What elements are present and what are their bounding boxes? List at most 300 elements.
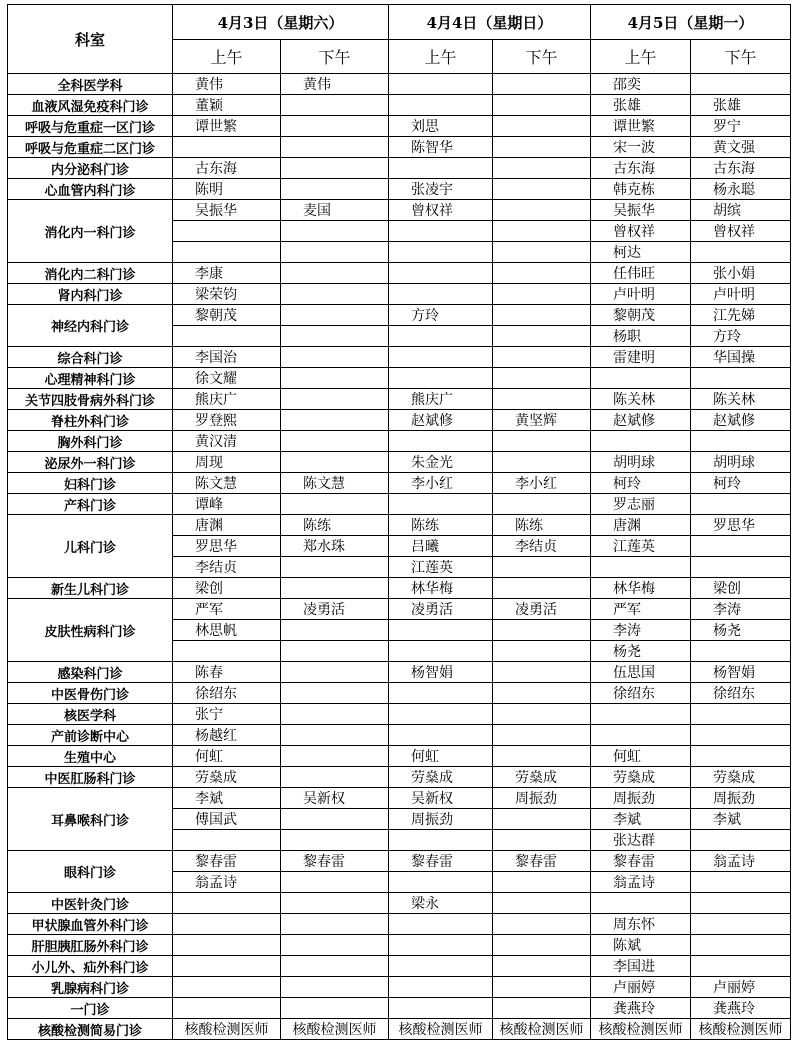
- doctor-cell: 李结贞: [493, 536, 591, 557]
- doctor-cell: 劳燊成: [493, 767, 591, 788]
- doctor-cell: [389, 830, 493, 851]
- department-name: 中医骨伤门诊: [8, 683, 173, 704]
- table-row: [8, 179, 791, 200]
- doctor-cell: [281, 494, 389, 515]
- table-row: [8, 494, 791, 515]
- doctor-cell: 罗宁: [691, 116, 791, 137]
- doctor-cell: 罗志丽: [591, 494, 691, 515]
- doctor-cell: [281, 347, 389, 368]
- table-row: [8, 137, 791, 158]
- doctor-cell: 梁永: [389, 893, 493, 914]
- doctor-cell: 核酸检测医师: [591, 1019, 691, 1040]
- table-row: [8, 263, 791, 284]
- doctor-cell: [493, 116, 591, 137]
- doctor-cell: 伍思国: [591, 662, 691, 683]
- doctor-cell: [389, 263, 493, 284]
- doctor-cell: [389, 998, 493, 1019]
- doctor-cell: 严军: [173, 599, 281, 620]
- doctor-cell: [281, 704, 389, 725]
- doctor-cell: 韩克栋: [591, 179, 691, 200]
- doctor-cell: 李国治: [173, 347, 281, 368]
- doctor-cell: [281, 767, 389, 788]
- doctor-cell: 董颖: [173, 95, 281, 116]
- doctor-cell: [281, 221, 389, 242]
- doctor-cell: 陈练: [493, 515, 591, 536]
- department-name: 小儿外、疝外科门诊: [8, 956, 173, 977]
- doctor-cell: [173, 893, 281, 914]
- doctor-cell: 江先娣: [691, 305, 791, 326]
- department-name: 泌尿外一科门诊: [8, 452, 173, 473]
- doctor-cell: [493, 95, 591, 116]
- doctor-cell: 李小红: [389, 473, 493, 494]
- doctor-cell: 罗思华: [173, 536, 281, 557]
- doctor-cell: [281, 872, 389, 893]
- doctor-cell: 黎春雷: [281, 851, 389, 872]
- doctor-cell: 徐绍东: [173, 683, 281, 704]
- doctor-cell: 李斌: [591, 809, 691, 830]
- doctor-cell: [281, 95, 389, 116]
- doctor-cell: [493, 578, 591, 599]
- doctor-cell: 唐渊: [591, 515, 691, 536]
- doctor-cell: [389, 641, 493, 662]
- doctor-cell: 林华梅: [389, 578, 493, 599]
- doctor-cell: [691, 431, 791, 452]
- table-row: [8, 599, 791, 620]
- doctor-cell: 核酸检测医师: [691, 1019, 791, 1040]
- doctor-cell: [493, 872, 591, 893]
- doctor-cell: [281, 914, 389, 935]
- doctor-cell: [173, 137, 281, 158]
- doctor-cell: [281, 830, 389, 851]
- doctor-cell: [173, 998, 281, 1019]
- doctor-cell: 古东海: [691, 158, 791, 179]
- doctor-cell: [493, 830, 591, 851]
- doctor-cell: 张雄: [591, 95, 691, 116]
- department-name: 儿科门诊: [8, 515, 173, 578]
- doctor-cell: [389, 956, 493, 977]
- department-name: 肝胆胰肛肠外科门诊: [8, 935, 173, 956]
- doctor-cell: [389, 620, 493, 641]
- doctor-cell: [691, 893, 791, 914]
- doctor-cell: 林华梅: [591, 578, 691, 599]
- schedule-header: [8, 5, 791, 74]
- doctor-cell: [493, 977, 591, 998]
- doctor-cell: [389, 977, 493, 998]
- doctor-cell: 吴新权: [389, 788, 493, 809]
- doctor-cell: 梁荣钧: [173, 284, 281, 305]
- department-name: 胸外科门诊: [8, 431, 173, 452]
- doctor-cell: [389, 284, 493, 305]
- doctor-cell: [493, 452, 591, 473]
- doctor-cell: 劳燊成: [591, 767, 691, 788]
- department-name: 产前诊断中心: [8, 725, 173, 746]
- doctor-cell: [493, 74, 591, 95]
- doctor-cell: [281, 662, 389, 683]
- doctor-cell: 梁创: [173, 578, 281, 599]
- doctor-cell: [493, 641, 591, 662]
- doctor-cell: 周振劲: [691, 788, 791, 809]
- doctor-cell: 翁孟诗: [591, 872, 691, 893]
- doctor-cell: 胡明球: [691, 452, 791, 473]
- doctor-cell: 卢叶明: [591, 284, 691, 305]
- doctor-cell: 江莲英: [591, 536, 691, 557]
- doctor-cell: [281, 263, 389, 284]
- doctor-cell: 陈练: [389, 515, 493, 536]
- department-name: 皮肤性病科门诊: [8, 599, 173, 662]
- doctor-cell: [389, 704, 493, 725]
- table-row: [8, 200, 791, 221]
- department-name: 消化内二科门诊: [8, 263, 173, 284]
- day-header: 4月5日（星期一）: [591, 5, 791, 40]
- department-name: 呼吸与危重症二区门诊: [8, 137, 173, 158]
- department-name: 耳鼻喉科门诊: [8, 788, 173, 851]
- doctor-cell: [281, 137, 389, 158]
- doctor-cell: 黄文强: [691, 137, 791, 158]
- doctor-cell: [173, 914, 281, 935]
- doctor-cell: [281, 809, 389, 830]
- department-name: 感染科门诊: [8, 662, 173, 683]
- doctor-cell: 周振劲: [493, 788, 591, 809]
- doctor-cell: 何虹: [389, 746, 493, 767]
- doctor-cell: 张小娟: [691, 263, 791, 284]
- doctor-cell: 曾权祥: [691, 221, 791, 242]
- table-row: [8, 431, 791, 452]
- doctor-cell: 周东怀: [591, 914, 691, 935]
- doctor-cell: [389, 935, 493, 956]
- doctor-cell: [173, 977, 281, 998]
- doctor-cell: [493, 431, 591, 452]
- doctor-cell: [389, 683, 493, 704]
- doctor-cell: 黄坚辉: [493, 410, 591, 431]
- doctor-cell: 李结贞: [173, 557, 281, 578]
- doctor-cell: 谭世繁: [591, 116, 691, 137]
- day-header: 4月4日（星期日）: [389, 5, 591, 40]
- doctor-cell: 吴振华: [173, 200, 281, 221]
- doctor-cell: 核酸检测医师: [173, 1019, 281, 1040]
- doctor-cell: [493, 158, 591, 179]
- doctor-cell: [281, 410, 389, 431]
- doctor-cell: 李康: [173, 263, 281, 284]
- doctor-cell: 徐绍东: [691, 683, 791, 704]
- doctor-cell: 柯玲: [691, 473, 791, 494]
- table-row: [8, 347, 791, 368]
- doctor-cell: 周现: [173, 452, 281, 473]
- doctor-cell: 陈明: [173, 179, 281, 200]
- doctor-cell: [173, 935, 281, 956]
- doctor-cell: [691, 536, 791, 557]
- doctor-cell: 麦国: [281, 200, 389, 221]
- doctor-cell: 杨永聪: [691, 179, 791, 200]
- doctor-cell: 杨智娟: [389, 662, 493, 683]
- doctor-cell: 任伟旺: [591, 263, 691, 284]
- doctor-cell: 凌勇活: [389, 599, 493, 620]
- doctor-cell: 陈文慧: [173, 473, 281, 494]
- doctor-cell: [691, 641, 791, 662]
- doctor-cell: [281, 641, 389, 662]
- doctor-cell: [389, 95, 493, 116]
- table-row: [8, 452, 791, 473]
- table-row: [8, 977, 791, 998]
- doctor-cell: [173, 641, 281, 662]
- table-row: [8, 284, 791, 305]
- doctor-cell: 何虹: [591, 746, 691, 767]
- doctor-cell: [591, 704, 691, 725]
- table-row: [8, 725, 791, 746]
- doctor-cell: 周振劲: [591, 788, 691, 809]
- doctor-cell: 翁孟诗: [173, 872, 281, 893]
- doctor-cell: 谭峰: [173, 494, 281, 515]
- table-row: [8, 389, 791, 410]
- doctor-cell: [591, 893, 691, 914]
- department-name: 内分泌科门诊: [8, 158, 173, 179]
- doctor-cell: 黄伟: [173, 74, 281, 95]
- doctor-cell: 胡缤: [691, 200, 791, 221]
- doctor-cell: [691, 956, 791, 977]
- doctor-cell: 李国进: [591, 956, 691, 977]
- table-row: [8, 578, 791, 599]
- doctor-cell: 李小红: [493, 473, 591, 494]
- table-row: [8, 767, 791, 788]
- doctor-cell: [591, 368, 691, 389]
- doctor-cell: [691, 368, 791, 389]
- doctor-cell: 黎春雷: [389, 851, 493, 872]
- doctor-cell: 林思帆: [173, 620, 281, 641]
- doctor-cell: [691, 914, 791, 935]
- table-row: [8, 158, 791, 179]
- table-row: [8, 116, 791, 137]
- schedule-table: [7, 4, 791, 1040]
- doctor-cell: 李涛: [691, 599, 791, 620]
- doctor-cell: 黎春雷: [173, 851, 281, 872]
- doctor-cell: 柯玲: [591, 473, 691, 494]
- doctor-cell: 劳燊成: [389, 767, 493, 788]
- doctor-cell: 翁孟诗: [691, 851, 791, 872]
- doctor-cell: 杨智娟: [691, 662, 791, 683]
- doctor-cell: 凌勇活: [281, 599, 389, 620]
- table-row: [8, 95, 791, 116]
- doctor-cell: [281, 179, 389, 200]
- doctor-cell: [493, 494, 591, 515]
- table-row: [8, 998, 791, 1019]
- doctor-cell: 陈关林: [691, 389, 791, 410]
- department-name: 一门诊: [8, 998, 173, 1019]
- doctor-cell: [493, 389, 591, 410]
- doctor-cell: 黄汉清: [173, 431, 281, 452]
- doctor-cell: [281, 620, 389, 641]
- doctor-cell: 刘思: [389, 116, 493, 137]
- doctor-cell: [281, 998, 389, 1019]
- doctor-cell: [493, 347, 591, 368]
- table-row: [8, 74, 791, 95]
- doctor-cell: [389, 326, 493, 347]
- department-name: 生殖中心: [8, 746, 173, 767]
- doctor-cell: 郑水珠: [281, 536, 389, 557]
- department-name: 综合科门诊: [8, 347, 173, 368]
- doctor-cell: 卢丽婷: [691, 977, 791, 998]
- table-row: [8, 956, 791, 977]
- doctor-cell: 杨越红: [173, 725, 281, 746]
- doctor-cell: 曾权祥: [389, 200, 493, 221]
- doctor-cell: 吕曦: [389, 536, 493, 557]
- doctor-cell: [281, 956, 389, 977]
- doctor-cell: [493, 368, 591, 389]
- doctor-cell: [173, 326, 281, 347]
- table-row: [8, 410, 791, 431]
- department-name: 产科门诊: [8, 494, 173, 515]
- doctor-cell: 李斌: [691, 809, 791, 830]
- doctor-cell: 罗登熙: [173, 410, 281, 431]
- department-name: 肾内科门诊: [8, 284, 173, 305]
- department-name: 神经内科门诊: [8, 305, 173, 347]
- doctor-cell: 劳燊成: [691, 767, 791, 788]
- doctor-cell: [691, 704, 791, 725]
- doctor-cell: [691, 242, 791, 263]
- half-day-header: 上午: [389, 40, 493, 74]
- doctor-cell: [389, 221, 493, 242]
- doctor-cell: 卢丽婷: [591, 977, 691, 998]
- half-day-header: 下午: [691, 40, 791, 74]
- doctor-cell: [493, 998, 591, 1019]
- doctor-cell: 方玲: [691, 326, 791, 347]
- doctor-cell: [281, 578, 389, 599]
- doctor-cell: [493, 221, 591, 242]
- doctor-cell: [389, 242, 493, 263]
- doctor-cell: [281, 326, 389, 347]
- doctor-cell: 核酸检测医师: [493, 1019, 591, 1040]
- table-row: [8, 746, 791, 767]
- doctor-cell: [493, 557, 591, 578]
- doctor-cell: [493, 725, 591, 746]
- doctor-cell: [493, 956, 591, 977]
- doctor-cell: 李涛: [591, 620, 691, 641]
- table-row: [8, 788, 791, 809]
- department-name: 眼科门诊: [8, 851, 173, 893]
- department-name: 甲状腺血管外科门诊: [8, 914, 173, 935]
- doctor-cell: [281, 935, 389, 956]
- doctor-cell: 黎朝茂: [591, 305, 691, 326]
- doctor-cell: 黎春雷: [493, 851, 591, 872]
- doctor-cell: 傅国武: [173, 809, 281, 830]
- doctor-cell: [389, 431, 493, 452]
- doctor-cell: 宋一波: [591, 137, 691, 158]
- doctor-cell: [389, 347, 493, 368]
- doctor-cell: 陈关林: [591, 389, 691, 410]
- table-row: [8, 305, 791, 326]
- table-row: [8, 914, 791, 935]
- doctor-cell: 陈春: [173, 662, 281, 683]
- half-day-header: 下午: [493, 40, 591, 74]
- doctor-cell: 张凌宇: [389, 179, 493, 200]
- doctor-cell: 朱金光: [389, 452, 493, 473]
- dept-column-header: 科室: [8, 5, 173, 74]
- doctor-cell: 严军: [591, 599, 691, 620]
- doctor-cell: [281, 893, 389, 914]
- table-row: [8, 1019, 791, 1040]
- doctor-cell: [493, 893, 591, 914]
- doctor-cell: [691, 725, 791, 746]
- table-row: [8, 893, 791, 914]
- doctor-cell: 方玲: [389, 305, 493, 326]
- table-row: [8, 368, 791, 389]
- doctor-cell: 华国操: [691, 347, 791, 368]
- doctor-cell: [691, 557, 791, 578]
- doctor-cell: [493, 263, 591, 284]
- doctor-cell: [493, 683, 591, 704]
- doctor-cell: 劳燊成: [173, 767, 281, 788]
- doctor-cell: 张雄: [691, 95, 791, 116]
- doctor-cell: [493, 662, 591, 683]
- doctor-cell: 邵奕: [591, 74, 691, 95]
- doctor-cell: [389, 494, 493, 515]
- doctor-cell: 杨尧: [691, 620, 791, 641]
- doctor-cell: [281, 242, 389, 263]
- doctor-cell: [493, 914, 591, 935]
- doctor-cell: [591, 557, 691, 578]
- doctor-cell: 唐渊: [173, 515, 281, 536]
- doctor-cell: [281, 284, 389, 305]
- doctor-cell: 徐绍东: [591, 683, 691, 704]
- doctor-cell: [173, 956, 281, 977]
- department-name: 中医针灸门诊: [8, 893, 173, 914]
- doctor-cell: [493, 620, 591, 641]
- doctor-cell: 熊庆广: [389, 389, 493, 410]
- doctor-cell: 梁创: [691, 578, 791, 599]
- department-name: 妇科门诊: [8, 473, 173, 494]
- doctor-cell: 张达群: [591, 830, 691, 851]
- doctor-cell: [281, 431, 389, 452]
- department-name: 呼吸与危重症一区门诊: [8, 116, 173, 137]
- doctor-cell: [493, 284, 591, 305]
- table-row: [8, 662, 791, 683]
- doctor-cell: 卢叶明: [691, 284, 791, 305]
- doctor-cell: 黄伟: [281, 74, 389, 95]
- doctor-cell: [691, 935, 791, 956]
- doctor-cell: 徐文耀: [173, 368, 281, 389]
- doctor-cell: 陈智华: [389, 137, 493, 158]
- doctor-cell: 何虹: [173, 746, 281, 767]
- doctor-cell: 古东海: [591, 158, 691, 179]
- department-name: 消化内一科门诊: [8, 200, 173, 263]
- doctor-cell: 黎朝茂: [173, 305, 281, 326]
- doctor-cell: 江莲英: [389, 557, 493, 578]
- doctor-cell: 雷建明: [591, 347, 691, 368]
- doctor-cell: [281, 368, 389, 389]
- doctor-cell: [691, 74, 791, 95]
- doctor-cell: [493, 305, 591, 326]
- schedule-body: [8, 74, 791, 1040]
- department-name: 新生儿科门诊: [8, 578, 173, 599]
- doctor-cell: 杨职: [591, 326, 691, 347]
- department-name: 核医学科: [8, 704, 173, 725]
- doctor-cell: [591, 725, 691, 746]
- doctor-cell: 曾权祥: [591, 221, 691, 242]
- table-row: [8, 704, 791, 725]
- doctor-cell: 核酸检测医师: [281, 1019, 389, 1040]
- day-header: 4月3日（星期六）: [173, 5, 389, 40]
- department-name: 血液风湿免疫科门诊: [8, 95, 173, 116]
- doctor-cell: [493, 704, 591, 725]
- doctor-cell: 陈练: [281, 515, 389, 536]
- doctor-cell: [389, 368, 493, 389]
- department-name: 心理精神科门诊: [8, 368, 173, 389]
- doctor-cell: 陈斌: [591, 935, 691, 956]
- doctor-cell: [281, 116, 389, 137]
- department-name: 关节四肢骨病外科门诊: [8, 389, 173, 410]
- doctor-cell: 赵斌修: [389, 410, 493, 431]
- doctor-cell: 赵斌修: [691, 410, 791, 431]
- doctor-cell: [493, 746, 591, 767]
- doctor-cell: 黎春雷: [591, 851, 691, 872]
